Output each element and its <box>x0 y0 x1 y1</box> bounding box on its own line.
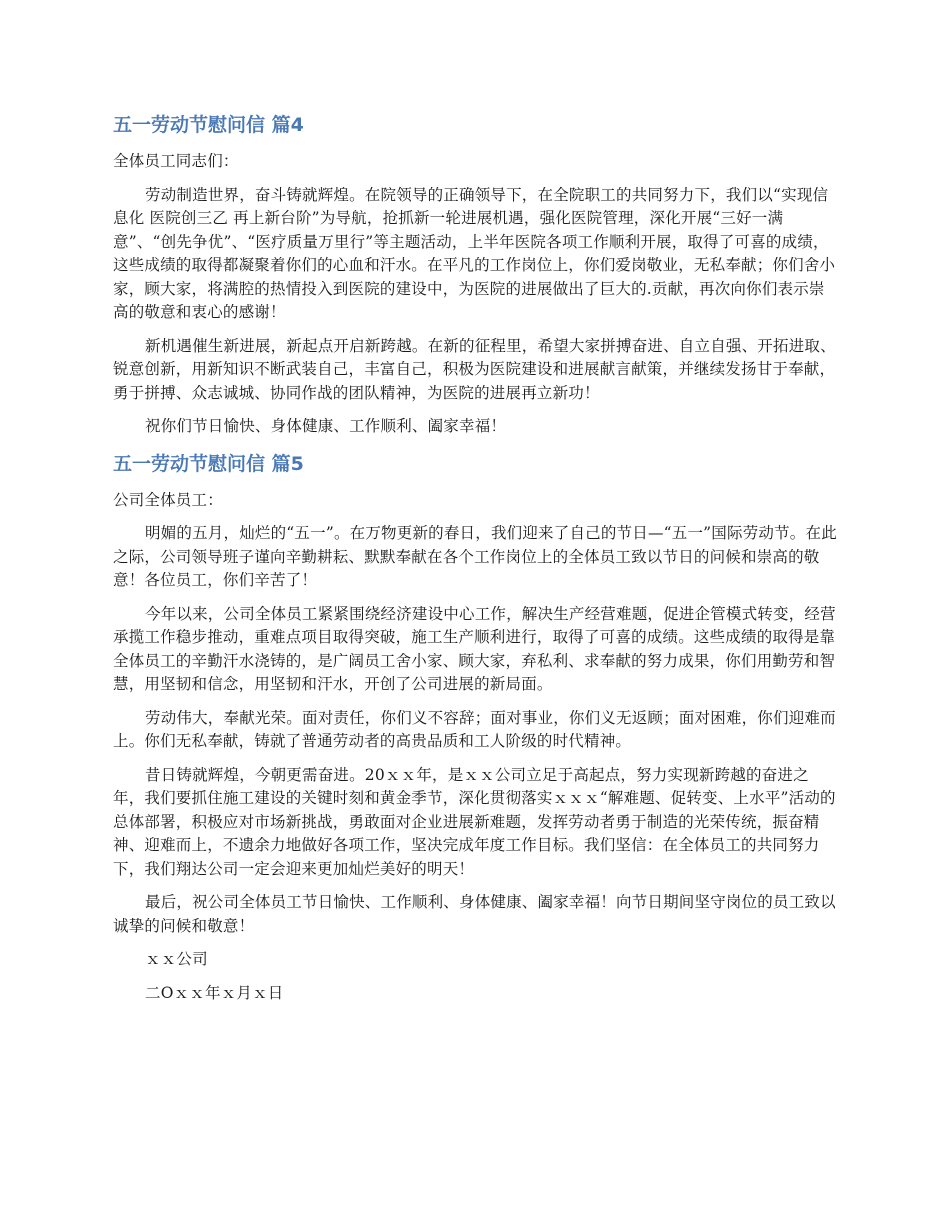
paragraph: 最后，祝公司全体员工节日愉快、工作顺利、身体健康、阖家幸福！向节日期间坚守岗位的员工致以诚挚的问候和敬意！ <box>113 893 836 935</box>
section-heading-4: 五一劳动节慰问信 篇4 <box>113 114 304 136</box>
paragraph: 新机遇催生新进展，新起点开启新跨越。在新的征程里，希望大家拼搏奋进、自立自强、开拓进取、锐意创新，用新知识不断武装自己，丰富自己，积极为医院建设和进展献言献策，并继续发扬甘于奉献，勇于拼搏、众志诚城、协同作战的团队精神，为医院的进展再立新功！ <box>113 336 836 402</box>
section-heading-5: 五一劳动节慰问信 篇5 <box>113 452 304 475</box>
salutation-5: 公司全体员工： <box>113 490 223 509</box>
paragraph: 劳动伟大，奉献光荣。面对责任，你们义不容辞；面对事业，你们义无返顾；面对困难，你们迎难而上。你们无私奉献，铸就了普通劳动者的高贵品质和工人阶级的时代精神。 <box>113 708 836 750</box>
paragraph: 昔日铸就辉煌，今朝更需奋进。20ｘｘ年，是ｘｘ公司立足于高起点，努力实现新跨越的奋进之年，我们要抓住施工建设的关键时刻和黄金季节，深化贯彻落实ｘｘｘ“解难题、促转变、上水平”活动的总体部署，积极应对市场新挑战，勇敢面对企业进展新难题，发挥劳动者勇于制造的光荣传统，振奋精神、迎难而上，不遗余力地做好各项工作，坚决完成年度工作目标。我们坚信：在全体员工的共同努力下，我们翔达公司一定会迎来更加灿烂美好的明天！ <box>113 765 836 878</box>
paragraph: 今年以来，公司全体员工紧紧围绕经济建设中心工作，解决生产经营难题，促进企管模式转变，经营承揽工作稳步推动，重难点项目取得突破，施工生产顺利进行，取得了可喜的成绩。这些成绩的取得是靠全体员工的辛勤汗水浇铸的，是广阔员工舍小家、顾大家，弃私利、求奉献的努力成果，你们用勤劳和智慧，用坚韧和信念，用坚韧和汗水，开创了公司进展的新局面。 <box>113 604 836 693</box>
signature: ｘｘ公司 <box>145 950 208 968</box>
date-line: 二Оｘｘ年ｘ月ｘ日 <box>145 983 284 1002</box>
paragraph: 劳动制造世界，奋斗铸就辉煌。在院领导的正确领导下，在全院职工的共同努力下，我们以“实现信息化 医院创三乙 再上新台阶”为导航，抢抓新一轮进展机遇，强化医院管理，深化开展“三好一满意”、“创先争优”、“医疗质量万里行”等主题活动，上半年医院各项工作顺利开展，取得了可喜的成绩，这些成绩的取得都凝聚着你们的心血和汗水。在平凡的工作岗位上，你们爱岗敬业，无私奉献；你们舍小家，顾大家，将满腔的热情投入到医院的建设中，为医院的进展做出了巨大的.贡献，再次向你们表示崇高的敬意和衷心的感谢！ <box>113 185 836 321</box>
paragraph: 祝你们节日愉快、身体健康、工作顺利、阖家幸福！ <box>145 417 507 435</box>
paragraph: 明媚的五月，灿烂的“五一”。在万物更新的春日，我们迎来了自己的节日—“五一”国际劳动节。在此之际，公司领导班子谨向辛勤耕耘、默默奉献在各个工作岗位上的全体员工致以节日的问候和崇高的敬意！各位员工，你们辛苦了！ <box>113 524 837 589</box>
salutation-4: 全体员工同志们： <box>113 152 239 170</box>
